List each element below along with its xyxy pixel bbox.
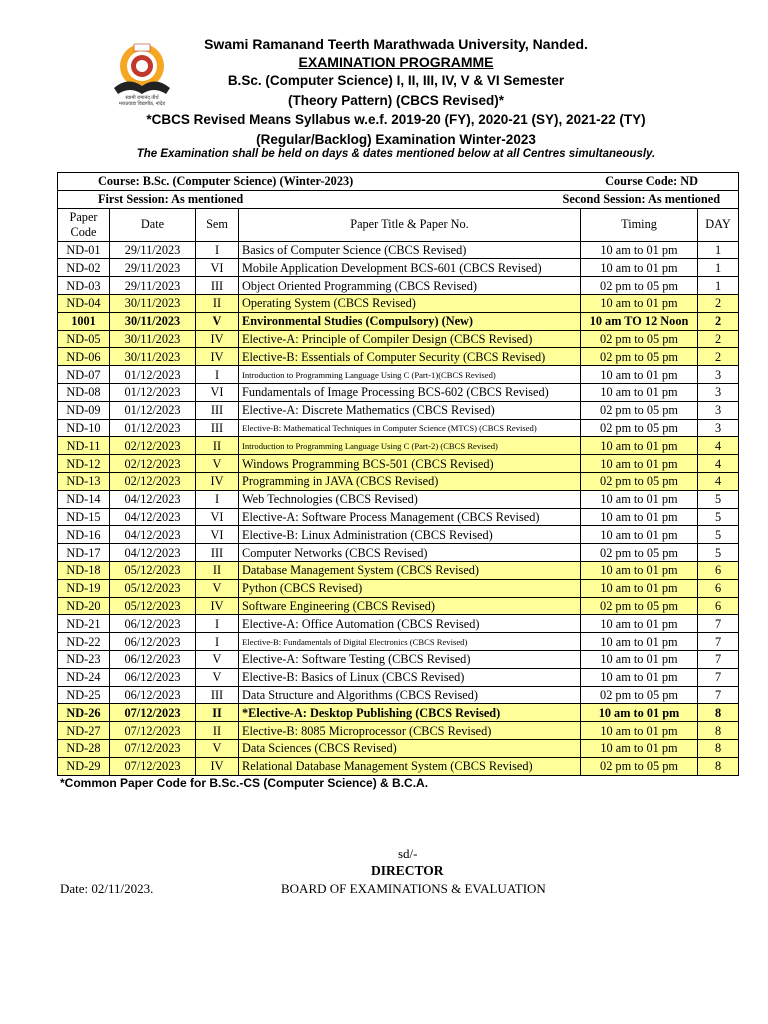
col-header-day: DAY bbox=[698, 208, 739, 241]
day-number-cell: 5 bbox=[698, 490, 739, 508]
semester-cell: IV bbox=[196, 330, 239, 348]
paper-code-cell: ND-23 bbox=[58, 650, 110, 668]
semester-cell: II bbox=[196, 437, 239, 455]
paper-code-cell: 1001 bbox=[58, 312, 110, 330]
semester-cell: II bbox=[196, 561, 239, 579]
paper-code-cell: ND-26 bbox=[58, 704, 110, 722]
paper-code-cell: ND-08 bbox=[58, 383, 110, 401]
semester-cell: IV bbox=[196, 472, 239, 490]
paper-code-cell: ND-12 bbox=[58, 455, 110, 473]
semester-cell: III bbox=[196, 419, 239, 437]
day-number-cell: 6 bbox=[698, 561, 739, 579]
exam-date-cell: 02/12/2023 bbox=[110, 455, 196, 473]
semester-cell: VI bbox=[196, 508, 239, 526]
day-number-cell: 7 bbox=[698, 668, 739, 686]
semester-cell: VI bbox=[196, 383, 239, 401]
paper-code-cell: ND-24 bbox=[58, 668, 110, 686]
day-number-cell: 3 bbox=[698, 366, 739, 384]
day-number-cell: 6 bbox=[698, 597, 739, 615]
paper-title-cell: Environmental Studies (Compulsory) (New) bbox=[239, 312, 581, 330]
timing-cell: 02 pm to 05 pm bbox=[581, 757, 698, 775]
paper-title-cell: Basics of Computer Science (CBCS Revised) bbox=[239, 241, 581, 259]
exam-date-cell: 06/12/2023 bbox=[110, 668, 196, 686]
day-number-cell: 7 bbox=[698, 686, 739, 704]
timing-cell: 10 am to 01 pm bbox=[581, 508, 698, 526]
timing-cell: 10 am to 01 pm bbox=[581, 633, 698, 651]
timing-cell: 10 am to 01 pm bbox=[581, 668, 698, 686]
table-row bbox=[58, 259, 739, 277]
paper-code-cell: ND-09 bbox=[58, 401, 110, 419]
paper-title-cell: Elective-B: Essentials of Computer Security (CBCS Revised) bbox=[239, 348, 581, 366]
day-number-cell: 8 bbox=[698, 722, 739, 740]
paper-code-cell: ND-29 bbox=[58, 757, 110, 775]
timing-cell: 10 am to 01 pm bbox=[581, 455, 698, 473]
timing-cell: 02 pm to 05 pm bbox=[581, 277, 698, 295]
table-row bbox=[58, 241, 739, 259]
paper-code-cell: ND-04 bbox=[58, 294, 110, 312]
exam-timetable bbox=[57, 172, 739, 776]
semester-cell: V bbox=[196, 312, 239, 330]
day-number-cell: 7 bbox=[698, 650, 739, 668]
semester-cell: III bbox=[196, 686, 239, 704]
table-row bbox=[58, 383, 739, 401]
timing-cell: 02 pm to 05 pm bbox=[581, 544, 698, 562]
exam-date-cell: 30/11/2023 bbox=[110, 312, 196, 330]
table-row bbox=[58, 739, 739, 757]
course-name: Course: B.Sc. (Computer Science) (Winter-2023) bbox=[98, 174, 354, 189]
paper-title-cell: Elective-A: Discrete Mathematics (CBCS Revised) bbox=[239, 401, 581, 419]
col-header-timing: Timing bbox=[581, 208, 698, 241]
timing-cell: 10 am to 01 pm bbox=[581, 704, 698, 722]
signature-mark: sd/- bbox=[398, 846, 418, 861]
paper-code-cell: ND-13 bbox=[58, 472, 110, 490]
paper-code-cell: ND-25 bbox=[58, 686, 110, 704]
paper-title-cell: Elective-B: 8085 Microprocessor (CBCS Revised) bbox=[239, 722, 581, 740]
table-row bbox=[58, 312, 739, 330]
table-row bbox=[58, 633, 739, 651]
col-header-sem: Sem bbox=[196, 208, 239, 241]
paper-title-cell: Introduction to Programming Language Using C (Part-1)(CBCS Revised) bbox=[239, 366, 581, 384]
timing-cell: 10 am to 01 pm bbox=[581, 561, 698, 579]
exam-date-cell: 07/12/2023 bbox=[110, 757, 196, 775]
paper-code-cell: ND-17 bbox=[58, 544, 110, 562]
paper-title-cell: Programming in JAVA (CBCS Revised) bbox=[239, 472, 581, 490]
exam-date-cell: 07/12/2023 bbox=[110, 704, 196, 722]
paper-code-cell: ND-14 bbox=[58, 490, 110, 508]
timing-cell: 10 am to 01 pm bbox=[581, 241, 698, 259]
day-number-cell: 4 bbox=[698, 472, 739, 490]
paper-code-cell: ND-22 bbox=[58, 633, 110, 651]
logo-caption-line-2: मराठवाडा विद्यापीठ, नांदेड bbox=[119, 102, 165, 107]
paper-code-cell: ND-28 bbox=[58, 739, 110, 757]
programme-title: EXAMINATION PROGRAMME bbox=[298, 54, 494, 70]
day-number-cell: 5 bbox=[698, 544, 739, 562]
footnote: *Common Paper Code for B.Sc.-CS (Computer Science) & B.C.A. bbox=[60, 776, 429, 790]
pattern-line: (Theory Pattern) (CBCS Revised)* bbox=[287, 93, 505, 108]
table-row bbox=[58, 277, 739, 295]
exam-date-cell: 06/12/2023 bbox=[110, 615, 196, 633]
exam-date-cell: 06/12/2023 bbox=[110, 650, 196, 668]
timing-cell: 02 pm to 05 pm bbox=[581, 330, 698, 348]
paper-title-cell: Introduction to Programming Language Using C (Part-2) (CBCS Revised) bbox=[239, 437, 581, 455]
cbcs-line: *CBCS Revised Means Syllabus w.e.f. 2019-20 (FY), 2020-21 (SY), 2021-22 (TY) bbox=[146, 112, 646, 127]
paper-code-cell: ND-06 bbox=[58, 348, 110, 366]
table-row bbox=[58, 472, 739, 490]
semester-cell: II bbox=[196, 294, 239, 312]
semester-cell: I bbox=[196, 366, 239, 384]
paper-code-cell: ND-27 bbox=[58, 722, 110, 740]
exam-date-cell: 06/12/2023 bbox=[110, 633, 196, 651]
timing-cell: 10 am to 01 pm bbox=[581, 383, 698, 401]
paper-title-cell: Object Oriented Programming (CBCS Revised) bbox=[239, 277, 581, 295]
col-header-paper-code: Paper Code bbox=[58, 208, 110, 241]
exam-date-cell: 07/12/2023 bbox=[110, 722, 196, 740]
day-number-cell: 3 bbox=[698, 401, 739, 419]
paper-title-cell: Computer Networks (CBCS Revised) bbox=[239, 544, 581, 562]
timing-cell: 02 pm to 05 pm bbox=[581, 401, 698, 419]
semester-cell: I bbox=[196, 633, 239, 651]
timing-cell: 02 pm to 05 pm bbox=[581, 419, 698, 437]
semester-cell: IV bbox=[196, 348, 239, 366]
table-row bbox=[58, 455, 739, 473]
table-row bbox=[58, 579, 739, 597]
table-row bbox=[58, 615, 739, 633]
paper-title-cell: Data Structure and Algorithms (CBCS Revised) bbox=[239, 686, 581, 704]
exam-date-cell: 30/11/2023 bbox=[110, 330, 196, 348]
table-row bbox=[58, 544, 739, 562]
exam-note: The Examination shall be held on days & dates mentioned below at all Centres simultaneously. bbox=[136, 148, 656, 160]
table-row bbox=[58, 526, 739, 544]
col-header-title: Paper Title & Paper No. bbox=[239, 208, 581, 241]
paper-code-cell: ND-07 bbox=[58, 366, 110, 384]
table-row bbox=[58, 294, 739, 312]
semester-cell: IV bbox=[196, 757, 239, 775]
paper-code-cell: ND-18 bbox=[58, 561, 110, 579]
table-row bbox=[58, 722, 739, 740]
semester-cell: III bbox=[196, 401, 239, 419]
paper-title-cell: Elective-A: Software Testing (CBCS Revised) bbox=[239, 650, 581, 668]
exam-date-cell: 04/12/2023 bbox=[110, 490, 196, 508]
paper-title-cell: Elective-A: Software Process Management (CBCS Revised) bbox=[239, 508, 581, 526]
semester-cell: III bbox=[196, 544, 239, 562]
day-number-cell: 2 bbox=[698, 294, 739, 312]
timing-cell: 10 am to 01 pm bbox=[581, 526, 698, 544]
table-row bbox=[58, 561, 739, 579]
issue-date: Date: 02/11/2023. bbox=[60, 881, 154, 896]
semester-cell: III bbox=[196, 277, 239, 295]
day-number-cell: 6 bbox=[698, 579, 739, 597]
table-row bbox=[58, 668, 739, 686]
exam-date-cell: 05/12/2023 bbox=[110, 561, 196, 579]
paper-title-cell: Relational Database Management System (CBCS Revised) bbox=[239, 757, 581, 775]
logo-caption-line-1: स्वामी रामानंद तीर्थ bbox=[125, 96, 159, 101]
semester-cell: V bbox=[196, 579, 239, 597]
paper-title-cell: Software Engineering (CBCS Revised) bbox=[239, 597, 581, 615]
day-number-cell: 2 bbox=[698, 312, 739, 330]
semester-cell: V bbox=[196, 650, 239, 668]
course-info-row bbox=[58, 173, 739, 191]
semester-cell: V bbox=[196, 455, 239, 473]
day-number-cell: 1 bbox=[698, 277, 739, 295]
timing-cell: 10 am to 01 pm bbox=[581, 490, 698, 508]
exam-date-cell: 07/12/2023 bbox=[110, 739, 196, 757]
day-number-cell: 5 bbox=[698, 526, 739, 544]
timing-cell: 10 am to 01 pm bbox=[581, 615, 698, 633]
course-line: B.Sc. (Computer Science) I, II, III, IV, V & VI Semester bbox=[227, 73, 565, 88]
paper-code-cell: ND-03 bbox=[58, 277, 110, 295]
exam-date-cell: 01/12/2023 bbox=[110, 383, 196, 401]
table-row bbox=[58, 366, 739, 384]
col-header-date: Date bbox=[110, 208, 196, 241]
timing-cell: 10 am TO 12 Noon bbox=[581, 312, 698, 330]
timing-cell: 10 am to 01 pm bbox=[581, 579, 698, 597]
exam-date-cell: 05/12/2023 bbox=[110, 579, 196, 597]
paper-title-cell: *Elective-A: Desktop Publishing (CBCS Revised) bbox=[239, 704, 581, 722]
day-number-cell: 5 bbox=[698, 508, 739, 526]
table-row bbox=[58, 704, 739, 722]
paper-code-cell: ND-05 bbox=[58, 330, 110, 348]
exam-line: (Regular/Backlog) Examination Winter-2023 bbox=[256, 132, 536, 147]
paper-code-cell: ND-01 bbox=[58, 241, 110, 259]
timing-cell: 02 pm to 05 pm bbox=[581, 686, 698, 704]
timing-cell: 10 am to 01 pm bbox=[581, 294, 698, 312]
session-info-row bbox=[58, 190, 739, 208]
table-row bbox=[58, 348, 739, 366]
day-number-cell: 2 bbox=[698, 330, 739, 348]
timing-cell: 10 am to 01 pm bbox=[581, 722, 698, 740]
day-number-cell: 7 bbox=[698, 615, 739, 633]
first-session: First Session: As mentioned bbox=[98, 192, 244, 207]
exam-date-cell: 02/12/2023 bbox=[110, 437, 196, 455]
table-row bbox=[58, 330, 739, 348]
exam-date-cell: 01/12/2023 bbox=[110, 419, 196, 437]
day-number-cell: 3 bbox=[698, 419, 739, 437]
paper-code-cell: ND-11 bbox=[58, 437, 110, 455]
day-number-cell: 1 bbox=[698, 241, 739, 259]
paper-title-cell: Elective-B: Mathematical Techniques in Computer Science (MTCS) (CBCS Revised) bbox=[239, 419, 581, 437]
table-row bbox=[58, 490, 739, 508]
timing-cell: 10 am to 01 pm bbox=[581, 650, 698, 668]
timing-cell: 02 pm to 05 pm bbox=[581, 597, 698, 615]
exam-date-cell: 30/11/2023 bbox=[110, 348, 196, 366]
semester-cell: II bbox=[196, 704, 239, 722]
paper-code-cell: ND-21 bbox=[58, 615, 110, 633]
timing-cell: 10 am to 01 pm bbox=[581, 259, 698, 277]
semester-cell: VI bbox=[196, 259, 239, 277]
paper-title-cell: Data Sciences (CBCS Revised) bbox=[239, 739, 581, 757]
table-row bbox=[58, 508, 739, 526]
paper-code-cell: ND-16 bbox=[58, 526, 110, 544]
paper-title-cell: Elective-A: Principle of Compiler Design (CBCS Revised) bbox=[239, 330, 581, 348]
paper-title-cell: Web Technologies (CBCS Revised) bbox=[239, 490, 581, 508]
paper-code-cell: ND-15 bbox=[58, 508, 110, 526]
timing-cell: 02 pm to 05 pm bbox=[581, 472, 698, 490]
semester-cell: I bbox=[196, 615, 239, 633]
paper-code-cell: ND-02 bbox=[58, 259, 110, 277]
paper-code-cell: ND-20 bbox=[58, 597, 110, 615]
course-code: Course Code: ND bbox=[605, 174, 699, 189]
paper-title-cell: Windows Programming BCS-501 (CBCS Revised) bbox=[239, 455, 581, 473]
exam-date-cell: 05/12/2023 bbox=[110, 597, 196, 615]
timing-cell: 10 am to 01 pm bbox=[581, 437, 698, 455]
paper-title-cell: Mobile Application Development BCS-601 (CBCS Revised) bbox=[239, 259, 581, 277]
paper-title-cell: Elective-B: Linux Administration (CBCS Revised) bbox=[239, 526, 581, 544]
day-number-cell: 3 bbox=[698, 383, 739, 401]
day-number-cell: 4 bbox=[698, 455, 739, 473]
exam-date-cell: 01/12/2023 bbox=[110, 401, 196, 419]
day-number-cell: 8 bbox=[698, 757, 739, 775]
semester-cell: VI bbox=[196, 526, 239, 544]
exam-date-cell: 29/11/2023 bbox=[110, 277, 196, 295]
paper-code-cell: ND-10 bbox=[58, 419, 110, 437]
day-number-cell: 4 bbox=[698, 437, 739, 455]
table-row bbox=[58, 686, 739, 704]
day-number-cell: 7 bbox=[698, 633, 739, 651]
timing-cell: 10 am to 01 pm bbox=[581, 366, 698, 384]
paper-title-cell: Elective-B: Basics of Linux (CBCS Revised) bbox=[239, 668, 581, 686]
table-row bbox=[58, 650, 739, 668]
day-number-cell: 8 bbox=[698, 704, 739, 722]
table-row bbox=[58, 757, 739, 775]
semester-cell: V bbox=[196, 739, 239, 757]
timing-cell: 10 am to 01 pm bbox=[581, 739, 698, 757]
semester-cell: II bbox=[196, 722, 239, 740]
paper-code-cell: ND-19 bbox=[58, 579, 110, 597]
table-header-row bbox=[58, 208, 739, 241]
second-session: Second Session: As mentioned bbox=[562, 192, 721, 207]
semester-cell: I bbox=[196, 490, 239, 508]
paper-title-cell: Operating System (CBCS Revised) bbox=[239, 294, 581, 312]
director-title: DIRECTOR bbox=[371, 863, 444, 878]
exam-date-cell: 01/12/2023 bbox=[110, 366, 196, 384]
semester-cell: I bbox=[196, 241, 239, 259]
exam-date-cell: 29/11/2023 bbox=[110, 259, 196, 277]
paper-title-cell: Elective-A: Office Automation (CBCS Revised) bbox=[239, 615, 581, 633]
table-row bbox=[58, 597, 739, 615]
paper-title-cell: Fundamentals of Image Processing BCS-602 (CBCS Revised) bbox=[239, 383, 581, 401]
paper-title-cell: Elective-B: Fundamentals of Digital Electronics (CBCS Revised) bbox=[239, 633, 581, 651]
exam-date-cell: 04/12/2023 bbox=[110, 544, 196, 562]
university-name: Swami Ramanand Teerth Marathwada University, Nanded. bbox=[204, 36, 588, 52]
table-row bbox=[58, 437, 739, 455]
timing-cell: 02 pm to 05 pm bbox=[581, 348, 698, 366]
exam-date-cell: 29/11/2023 bbox=[110, 241, 196, 259]
exam-date-cell: 04/12/2023 bbox=[110, 508, 196, 526]
board-name: BOARD OF EXAMINATIONS & EVALUATION bbox=[281, 881, 546, 896]
exam-date-cell: 04/12/2023 bbox=[110, 526, 196, 544]
day-number-cell: 2 bbox=[698, 348, 739, 366]
semester-cell: V bbox=[196, 668, 239, 686]
day-number-cell: 8 bbox=[698, 739, 739, 757]
paper-title-cell: Python (CBCS Revised) bbox=[239, 579, 581, 597]
exam-date-cell: 30/11/2023 bbox=[110, 294, 196, 312]
exam-date-cell: 02/12/2023 bbox=[110, 472, 196, 490]
table-row bbox=[58, 401, 739, 419]
exam-date-cell: 06/12/2023 bbox=[110, 686, 196, 704]
paper-title-cell: Database Management System (CBCS Revised) bbox=[239, 561, 581, 579]
semester-cell: IV bbox=[196, 597, 239, 615]
day-number-cell: 1 bbox=[698, 259, 739, 277]
table-row bbox=[58, 419, 739, 437]
